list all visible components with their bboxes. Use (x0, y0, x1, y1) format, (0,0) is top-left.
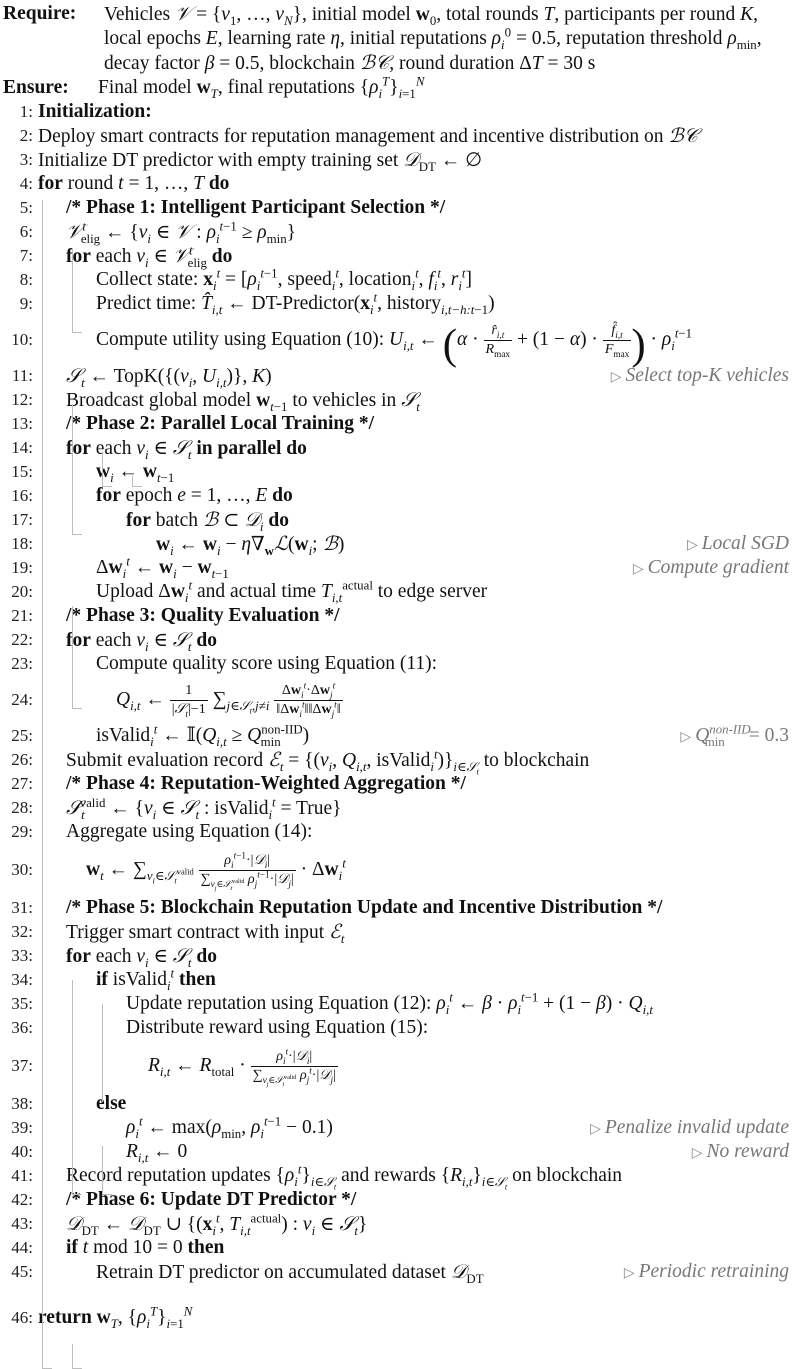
line-45: 45: Retrain DT predictor on accumulated dataset 𝒟$_{DT}$ ▷ Periodic retraining (11, 1260, 789, 1286)
keyword-then: then (179, 969, 216, 990)
line-text: Deploy smart contracts for reputation management and incentive distribution on ℬ𝒞 (38, 124, 698, 147)
line-text: Compute utility using Equation (10): $U_{i,t}$ ← (α · $\frac{r̂_{i,t}}{R_{max}}$ + (1 − α) · $\frac{f̂_{i,t}}{F_{max}}$ ) · $\rho_i^{t-1}$ (96, 321, 693, 369)
ensure-label: Ensure: (3, 77, 69, 98)
line-5: 5: /* Phase 1: Intelligent Participant Selection */ (19, 197, 446, 218)
line-8: 8: Collect state: $x_i^t = [\rho_i^{t-1}$, speed$_i^t$, location$_i^t$, $f_i^t$, $r_i^t$] (19, 266, 472, 293)
line-text: $R_{i,t}$ ← $R_{total}$ · $\frac{\rho_i^t\cdot|𝒟_i|}{\sum_{v_j\in 𝒮_t^{valid}} \rho_j^t\cdot|𝒟_j|}$ (148, 1047, 336, 1088)
line-text: Initialization: (38, 101, 152, 122)
keyword-for: for (66, 246, 91, 267)
line-30: 30: $w_t$ ← $\sum_{v_i\in 𝒮_t^{valid}}$ $\frac{\rho_i^{t-1}\cdot|𝒟_i|}{\sum_{v_j\in 𝒮_t^{valid}} \rho_j^{t-1}\cdot|𝒟_j|}$ · $\Delta w_i^t$ (0, 844, 795, 896)
line-text: Collect state: $x_i^t = [\rho_i^{t-1}$, speed$_i^t$, location$_i^t$, $f_i^t$, $r_i^t$] (96, 266, 472, 293)
comment: ▷ Select top-K vehicles (610, 365, 789, 386)
block-guide-end (132, 486, 142, 487)
line-2: 2: Deploy smart contracts for reputation management and incentive distribution on ℬ𝒞 (19, 124, 698, 147)
require-text: Vehicles 𝒱 = {$v_1$, …, $v_N$}, initial model $w_0$, total rounds T, participants per round K, local epochs E, learning rate η, initial reputations $\rho_i^0 = 0.5$, reputation threshold $\rho_{min}$, decay factor β = 0.5, blockchain ℬ𝒞, round duration ΔT = 30 s (104, 2, 762, 74)
line-43: 43: 𝒟$_{DT}$ ← 𝒟$_{DT}$ ∪ {($x_i^t$, $T_{i,t}^{actual}$) : $v_i$ ∈ 𝒮$_t$} (11, 1211, 368, 1238)
line-text: $w_t$ ← $\sum_{v_i\in 𝒮_t^{valid}}$ $\frac{\rho_i^{t-1}\cdot|𝒟_i|}{\sum_{v_j\in 𝒮_t^{valid}} \rho_j^{t-1}\cdot|𝒟_j|}$ · $\Delta w_i^t$ (86, 851, 346, 892)
line-27: 27: /* Phase 4: Reputation-Weighted Aggregation */ (11, 773, 466, 794)
line-text: 𝒱$^t_{elig}$ ← {$v_i$ ∈ 𝒱 : $\rho_i^{t-1} \ge \rho_{min}$} (66, 219, 297, 246)
ensure-clause (0, 76, 795, 100)
line-18: 18: $w_i$ ← $w_i$ − $\eta\nabla_wℒ(w_i$; ℬ) ▷ Local SGD (11, 532, 789, 558)
line-31: 31: /* Phase 5: Blockchain Reputation Update and Incentive Distribution */ (11, 897, 663, 918)
comment-triangle-icon: ▷ (680, 730, 692, 745)
line-35: 35: Update reputation using Equation (12): $\rho_i^t$ ← $\beta \cdot \rho_i^{t-1} + (1 - \beta) \cdot Q_{i,t}$ (11, 990, 653, 1017)
block-guide-parallel-loop (72, 404, 73, 534)
spacer (0, 1284, 795, 1306)
keyword-for: for (66, 946, 91, 967)
line-text: $Q_{i,t}$ ← $\frac{1}{|𝒮_t|-1}$ $\sum_{j\in 𝒮_t,j\ne i}$ $\frac{\Delta w_i^t\cdot\Delta w_j^t}{‖\Delta w_i^t‖‖\Delta w_j^t‖}$ (116, 681, 341, 720)
keyword-else: else (96, 1093, 127, 1114)
keyword-for: for (126, 510, 151, 531)
line-text: $\rho_i^t$ ← $\max(\rho_{min}$, $\rho_i^{t-1} - 0.1$) (126, 1114, 333, 1141)
line-text: Initialize DT predictor with empty training set 𝒟$_{DT}$ ← ∅ (38, 148, 483, 174)
block-guide-batch-loop (132, 476, 133, 486)
comment: ▷ Local SGD (687, 533, 789, 554)
keyword-do: do (268, 510, 289, 531)
comment: ▷ Compute gradient (632, 557, 789, 578)
line-19: 19: $\Delta w_i^t$ ← $w_i - w_{t-1}$ ▷ Compute gradient (11, 554, 789, 581)
phase-5-heading: /* Phase 5: Blockchain Reputation Update and Incentive Distribution */ (66, 897, 663, 918)
keyword-do: do (211, 246, 233, 267)
line-text: Trigger smart contract with input ℰ$_t$ (66, 920, 345, 946)
line-42: 42: /* Phase 6: Update DT Predictor */ (11, 1189, 357, 1210)
line-34: 34: if isValid$_i^t$ then (11, 966, 216, 993)
keyword-for: for (38, 173, 63, 194)
comment-triangle-icon: ▷ (632, 562, 644, 577)
keyword-for: for (66, 630, 91, 651)
line-15: 15: $w_i$ ← $w_{t-1}$ (11, 461, 175, 485)
line-text: $\Delta w_i^t$ ← $w_i - w_{t-1}$ (96, 554, 229, 581)
line-7: 7: for each $v_i$ ∈ 𝒱$^t_{elig}$ do (19, 243, 233, 270)
line-text: Compute quality score using Equation (11): (96, 653, 438, 674)
keyword-for: for (96, 485, 121, 506)
keyword-if: if (66, 1237, 78, 1258)
line-22: 22: for each $v_i$ ∈ 𝒮$_t$ do (11, 628, 217, 654)
block-guide-round-loop (42, 200, 43, 1368)
block-guide-if-valid (102, 1004, 103, 1102)
line-46: 46: return $w_T$, $\{\rho_i^T\}_{i=1}^N$ (11, 1304, 193, 1331)
line-text: Predict time: $T̂_{i,t}$ ← $DT-Predictor(x_i^t$, history$_{i,t-h:t-1}$) (96, 290, 495, 317)
line-text: 𝒟$_{DT}$ ← 𝒟$_{DT}$ ∪ {($x_i^t$, $T_{i,t}^{actual}$) : $v_i$ ∈ 𝒮$_t$} (66, 1211, 368, 1238)
keyword-if: if (96, 969, 108, 990)
line-20: 20: Upload $\Delta w_i^t$ and actual time $T_{i,t}^{actual}$ to edge server (11, 578, 488, 605)
line-9: 9: Predict time: $T̂_{i,t}$ ← $DT-Predictor(x_i^t$, history$_{i,t-h:t-1}$) (19, 290, 495, 317)
line-21: 21: /* Phase 3: Quality Evaluation */ (11, 605, 340, 626)
ensure-text: Final model $w_T$, final reputations $\{\rho_i^T\}_{i=1}^N$ (98, 74, 425, 101)
line-10: 10: Compute utility using Equation (10): $U_{i,t}$ ← (α · $\frac{r̂_{i,t}}{R_{max}}$ + (1 − α) · $\frac{f̂_{i,t}}{F_{max}}$ ) · $\rho_i^{t-1}$ (0, 316, 795, 364)
block-guide-end (72, 332, 82, 333)
comment: ▷ $Q^{non-IID}_{min} = 0.3$ (680, 722, 789, 749)
algorithm-lines (0, 100, 795, 1330)
block-guide-elig-loop (72, 248, 73, 332)
line-4: 4: for round t = 1, …, T do (19, 173, 230, 194)
line-14: 14: for each $v_i$ ∈ 𝒮$_t$ in parallel do (11, 436, 307, 462)
line-36: 36: Distribute reward using Equation (15): (11, 1017, 429, 1038)
line-40: 40: $R_{i,t}$ ← 0 ▷ No reward (11, 1141, 789, 1165)
line-text: Distribute reward using Equation (15): (126, 1017, 429, 1038)
block-guide-end (72, 1194, 82, 1195)
require-label: Require: (3, 3, 77, 24)
keyword-do: do (208, 173, 230, 194)
line-44: 44: if t mod 10 = 0 then (11, 1237, 225, 1258)
line-text: Submit evaluation record ℰ$_t$ = {($v_i$, $Q_{i,t}$, $isValid_i^t)\}_{i\in 𝒮_t}$ to blockchain (66, 747, 590, 777)
phase-2-heading: /* Phase 2: Parallel Local Training */ (66, 413, 375, 434)
comment: ▷ Penalize invalid update (590, 1117, 789, 1138)
phase-6-heading: /* Phase 6: Update DT Predictor */ (66, 1189, 357, 1210)
comment-triangle-icon: ▷ (691, 1146, 703, 1161)
keyword-return: return (38, 1307, 92, 1328)
line-16: 16: for epoch e = 1, …, E do (11, 485, 293, 506)
line-37: 37: $R_{i,t}$ ← $R_{total}$ · $\frac{\rho_i^t\cdot|𝒟_i|}{\sum_{v_j\in 𝒮_t^{valid}} \rho_j^t\cdot|𝒟_j|}$ (0, 1040, 795, 1092)
line-29: 29: Aggregate using Equation (14): (11, 821, 313, 842)
block-guide-end (72, 708, 82, 709)
line-28: 28: 𝒮$_t^{valid}$ ← {$v_i$ ∈ 𝒮$_t$ : isValid$_i^t$ = True} (11, 795, 342, 822)
keyword-in-parallel-do: in parallel do (196, 438, 307, 459)
line-text: $w_i$ ← $w_i$ − $\eta\nabla_wℒ(w_i$; ℬ) (156, 532, 345, 558)
block-guide-end (102, 1194, 112, 1195)
line-text: isValid$_i^t$ ← $𝕀(Q_{i,t} \ge Q^{non-IID}_{min}$ ) (96, 722, 310, 749)
line-1: 1: Initialization: (19, 101, 152, 122)
line-25: 25: isValid$_i^t$ ← $𝕀(Q_{i,t} \ge Q^{non-IID}_{min}$ ) ▷ $Q^{non-IID}_{min} = 0.3$ (11, 722, 789, 749)
comment-triangle-icon: ▷ (610, 370, 622, 385)
line-12: 12: Broadcast global model $w_{t-1}$ to vehicles in 𝒮$_t$ (11, 388, 420, 414)
phase-1-heading: /* Phase 1: Intelligent Participant Selection */ (66, 197, 446, 218)
line-11: 11: 𝒮$_t$ ← $TopK(\{(v_i$, $U_{i,t}$)}, K) ▷ Select top-K vehicles (11, 364, 789, 390)
phase-4-heading: /* Phase 4: Reputation-Weighted Aggregation */ (66, 773, 466, 794)
keyword-then: then (187, 1237, 225, 1258)
line-text: Upload $\Delta w_i^t$ and actual time $T_{i,t}^{actual}$ to edge server (96, 578, 488, 605)
block-guide-quality-loop (72, 606, 73, 708)
line-13: 13: /* Phase 2: Parallel Local Training */ (11, 413, 375, 434)
line-text: 𝒮$_t$ ← $TopK(\{(v_i$, $U_{i,t}$)}, K) (66, 364, 272, 390)
block-guide-end (102, 486, 112, 487)
comment: ▷ No reward (691, 1141, 789, 1162)
line-text: Update reputation using Equation (12): $\rho_i^t$ ← $\beta \cdot \rho_i^{t-1} + (1 - \beta) \cdot Q_{i,t}$ (126, 990, 653, 1017)
line-text: Retrain DT predictor on accumulated dataset 𝒟$_{DT}$ (96, 1260, 484, 1286)
phase-3-heading: /* Phase 3: Quality Evaluation */ (66, 605, 340, 626)
comment-triangle-icon: ▷ (623, 1266, 635, 1281)
line-text: $R_{i,t}$ ← 0 (126, 1141, 188, 1165)
line-17: 17: for batch ℬ ⊂ 𝒟$_i$ do (11, 508, 289, 534)
line-text: Broadcast global model $w_{t-1}$ to vehicles in 𝒮$_t$ (66, 388, 420, 414)
keyword-do: do (272, 485, 293, 506)
keyword-for: for (66, 438, 91, 459)
line-26: 26: Submit evaluation record ℰ$_t$ = {($v_i$, $Q_{i,t}$, $isValid_i^t)\}_{i\in 𝒮_t}$ to blockchain (11, 747, 590, 777)
line-text: Aggregate using Equation (14): (66, 821, 313, 842)
line-38: 38: else (11, 1093, 127, 1114)
line-23: 23: Compute quality score using Equation (11): (11, 653, 438, 674)
line-39: 39: $\rho_i^t$ ← $\max(\rho_{min}$, $\rho_i^{t-1} - 0.1$) ▷ Penalize invalid update (11, 1114, 789, 1141)
line-6: 6: 𝒱$^t_{elig}$ ← {$v_i$ ∈ 𝒱 : $\rho_i^{t-1} \ge \rho_{min}$} (19, 219, 297, 246)
keyword-do: do (196, 630, 217, 651)
comment: ▷ Periodic retraining (623, 1261, 789, 1282)
line-text: Record reputation updates $\{\rho_i^t\}_{i\in 𝒮_t}$ and rewards $\{R_{i,t}\}_{i\in 𝒮_t}$ on blockchain (66, 1162, 623, 1192)
block-guide-end (72, 534, 82, 535)
line-32: 32: Trigger smart contract with input ℰ$_t$ (11, 920, 345, 946)
line-33: 33: for each $v_i$ ∈ 𝒮$_t$ do (11, 944, 217, 970)
line-text: $w_i$ ← $w_{t-1}$ (96, 461, 175, 485)
block-guide-epoch-loop (102, 452, 103, 486)
keyword-do: do (196, 946, 217, 967)
line-41: 41: Record reputation updates $\{\rho_i^t\}_{i\in 𝒮_t}$ and rewards $\{R_{i,t}\}_{i\in 𝒮_t}$ on blockchain (11, 1162, 623, 1192)
comment-triangle-icon: ▷ (590, 1122, 601, 1137)
block-guide-reputation-loop (72, 980, 73, 1194)
line-text: 𝒮$_t^{valid}$ ← {$v_i$ ∈ 𝒮$_t$ : isValid$_i^t$ = True} (66, 795, 342, 822)
block-guide-else (102, 1146, 103, 1194)
line-24: 24: $Q_{i,t}$ ← $\frac{1}{|𝒮_t|-1}$ $\sum_{j\in 𝒮_t,j\ne i}$ $\frac{\Delta w_i^t\cdot\Delta w_j^t}{‖\Delta w_i^t‖‖\Delta w_j^t‖}$ (0, 676, 795, 724)
block-guide-retrain-if (72, 1344, 73, 1368)
comment-triangle-icon: ▷ (687, 538, 698, 553)
line-3: 3: Initialize DT predictor with empty training set 𝒟$_{DT}$ ← ∅ (19, 148, 483, 174)
require-clause (0, 2, 795, 76)
